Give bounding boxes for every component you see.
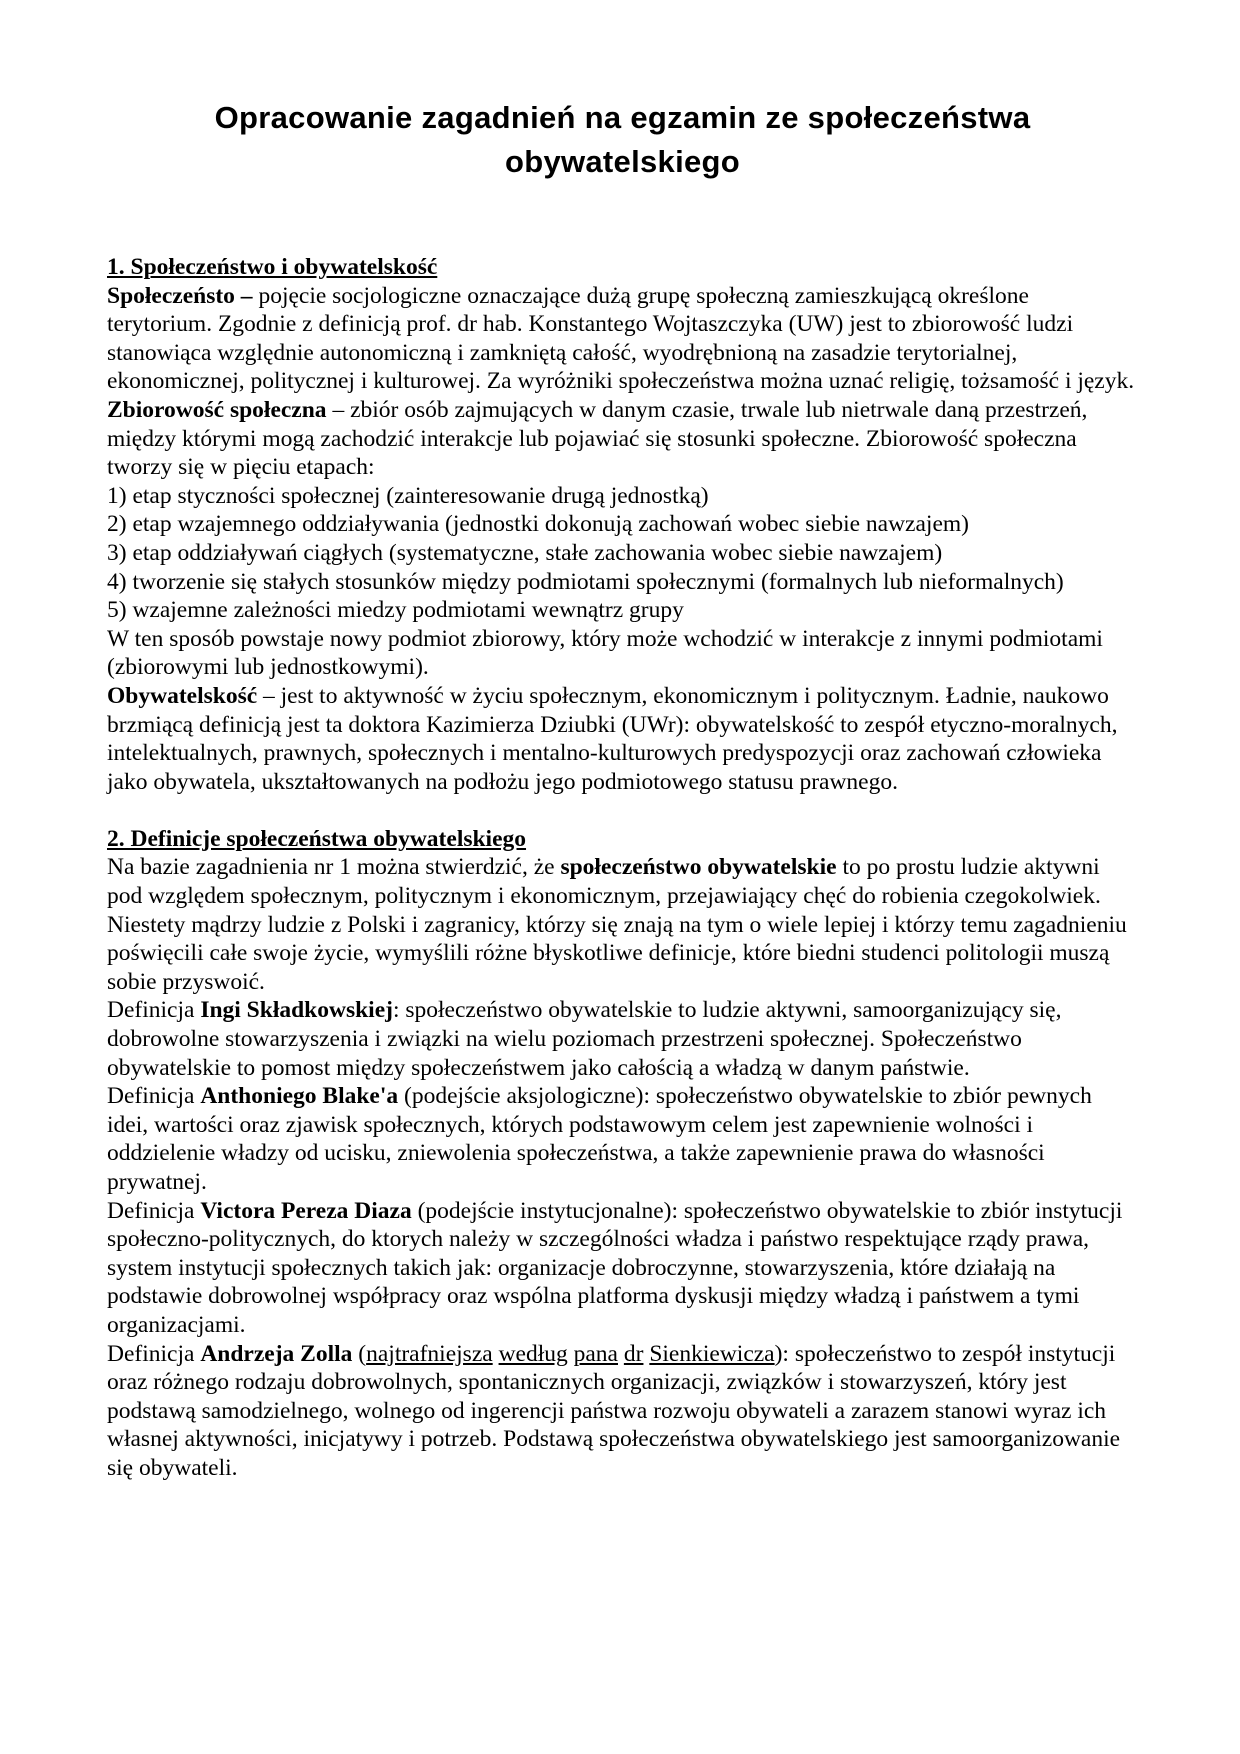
- section-1: [107, 253, 1138, 796]
- text-run: Definicja: [107, 1340, 201, 1367]
- section-heading: 2. Definicje społeczeństwa obywatelskiego: [107, 825, 527, 852]
- document-body: [107, 253, 1138, 1483]
- paragraph: [107, 396, 1138, 482]
- underlined-word: według: [498, 1340, 568, 1367]
- text-run: (podejście instytucjonalne): społeczeństwo obywatelskie to zbiór instytucji społeczno-politycznych, do ktorych należy w szczególności władza i państwo respektujące rządy prawa, system instytucji społecznych takich jak: organizacje dobroczynne, stowarzyszenia, które działają na podstawie dobrowolnej współpracy oraz wspólna platforma dyskusji między władzą i państwem a tymi organizacjami.: [107, 1197, 1123, 1338]
- text-run: Definicja: [107, 1083, 201, 1110]
- text-run: – zbiór osób zajmujących w danym czasie, trwale lub nietrwale daną przestrzeń, między którymi mogą zachodzić interakcje lub pojawiać się stosunki społeczne. Zbiorowość społeczna tworzy się w pięciu etapach:: [107, 396, 1088, 481]
- paragraph: [107, 1340, 1138, 1483]
- bold-run: Andrzeja Zolla: [200, 1340, 353, 1367]
- paragraph: [107, 539, 1138, 568]
- text-run: 2) etap wzajemnego oddziaływania (jednostki dokonują zachowań wobec siebie nawzajem): [107, 511, 969, 538]
- underlined-word: pana: [573, 1340, 618, 1367]
- bold-run: Obywatelskość: [107, 682, 258, 709]
- underlined-word: dr: [623, 1340, 644, 1367]
- paragraph: [107, 682, 1138, 796]
- text-run: Na bazie zagadnienia nr 1 można stwierdzić, że: [107, 854, 561, 881]
- paragraph: [107, 853, 1138, 996]
- text-run: : społeczeństwo obywatelskie to ludzie aktywni, samoorganizujący się, dobrowolne stowarzyszenia i związki na wielu poziomach przestrzeni społecznej. Społeczeństwo obywatelskie to pomost między społeczeństwem jako całością a władzą w danym państwie.: [107, 997, 1062, 1081]
- paragraph: [107, 510, 1138, 539]
- section-2: [107, 825, 1138, 1483]
- bold-run: Zbiorowość społeczna: [107, 396, 327, 423]
- text-run: – jest to aktywność w życiu społecznym, ekonomicznym i politycznym. Ładnie, naukowo brzmiącą definicją jest ta doktora Kazimierza Dziubki (UWr): obywatelskość to zespół etyczno-moralnych, intelektualnych, prawnych, społecznych i mentalno-kulturowych predyspozycji oraz zachowań człowieka jako obywatela, ukształtowanych na podłożu jego podmiotowego statusu prawnego.: [107, 682, 1118, 795]
- paragraph: [107, 482, 1138, 511]
- bold-run: Społeczeństo –: [107, 282, 259, 309]
- document-title: Opracowanie zagadnień na egzamin ze społeczeństwa obywatelskiego: [214, 100, 1031, 179]
- text-run: 5) wzajemne zależności miedzy podmiotami wewnątrz grupy: [107, 597, 684, 624]
- bold-run: Anthoniego Blake'a: [200, 1083, 399, 1110]
- paragraph: [107, 996, 1138, 1082]
- underlined-word: najtrafniejsza: [366, 1340, 493, 1367]
- text-run: pojęcie socjologiczne oznaczające dużą grupę społeczną zamieszkującą określone terytorium. Zgodnie z definicją prof. dr hab. Konstantego Wojtaszczyka (UW) jest to zbiorowość ludzi stanowiąca względnie autonomiczną i zamkniętą całość, wyodrębnioną na zasadzie terytorialnej, ekonomicznej, politycznej i kulturowej. Za wyróżniki społeczeństwa można uznać religię, tożsamość i język.: [107, 282, 1135, 395]
- text-run: Definicja: [107, 1197, 201, 1224]
- bold-run: Victora Pereza Diaza: [200, 1197, 412, 1224]
- paragraph: [107, 625, 1138, 682]
- text-run: ): społeczeństwo to zespół instytucji oraz różnego rodzaju dobrowolnych, spontanicznych organizacji, związków i stowarzyszeń, który jest podstawą samodzielnego, wolnego od ingerencji państwa rozwoju obywateli a zarazem stanowi wyraz ich własnej aktywności, inicjatywy i potrzeb. Podstawą społeczeństwa obywatelskiego jest samoorganizowanie się obywateli.: [107, 1340, 1121, 1481]
- text-run: W ten sposób powstaje nowy podmiot zbiorowy, który może wchodzić w interakcje z innymi podmiotami (zbiorowymi lub jednostkowymi).: [107, 625, 1103, 681]
- underlined-word: Sienkiewicza: [649, 1340, 775, 1367]
- text-run: 1) etap styczności społecznej (zainteresowanie drugą jednostką): [107, 482, 709, 509]
- paragraph: [107, 282, 1138, 396]
- paragraph: [107, 568, 1138, 597]
- text-run: (: [352, 1340, 367, 1367]
- section-heading: 1. Społeczeństwo i obywatelskość: [107, 254, 438, 280]
- paragraph: [107, 1082, 1138, 1196]
- bold-run: Ingi Składkowskiej: [200, 997, 393, 1024]
- text-run: 4) tworzenie się stałych stosunków między podmiotami społecznymi (formalnych lub nieformalnych): [107, 568, 1064, 595]
- text-run: (podejście aksjologiczne): społeczeństwo obywatelskie to zbiór pewnych idei, wartości oraz zjawisk społecznych, których podstawowym celem jest zapewnienie wolności i oddzielenie władzy od ucisku, zniewolenia społeczeństwa, a także zapewnienie prawa do własności prywatnej.: [107, 1083, 1092, 1195]
- text-run: to po prostu ludzie aktywni pod względem społecznym, politycznym i ekonomicznym, przejawiający chęć do robienia czegokolwiek. Niestety mądrzy ludzie z Polski i zagranicy, którzy się znają na tym o wiele lepiej i którzy temu zagadnieniu poświęcili całe swoje życie, wymyślili różne błyskotliwe definicje, które biedni studenci politologii muszą sobie przyswoić.: [107, 854, 1127, 995]
- paragraph: [107, 1197, 1138, 1340]
- bold-run: społeczeństwo obywatelskie: [560, 854, 837, 881]
- text-run: 3) etap oddziaływań ciągłych (systematyczne, stałe zachowania wobec siebie nawzajem): [107, 539, 943, 566]
- text-run: Definicja: [107, 997, 201, 1024]
- paragraph: [107, 596, 1138, 625]
